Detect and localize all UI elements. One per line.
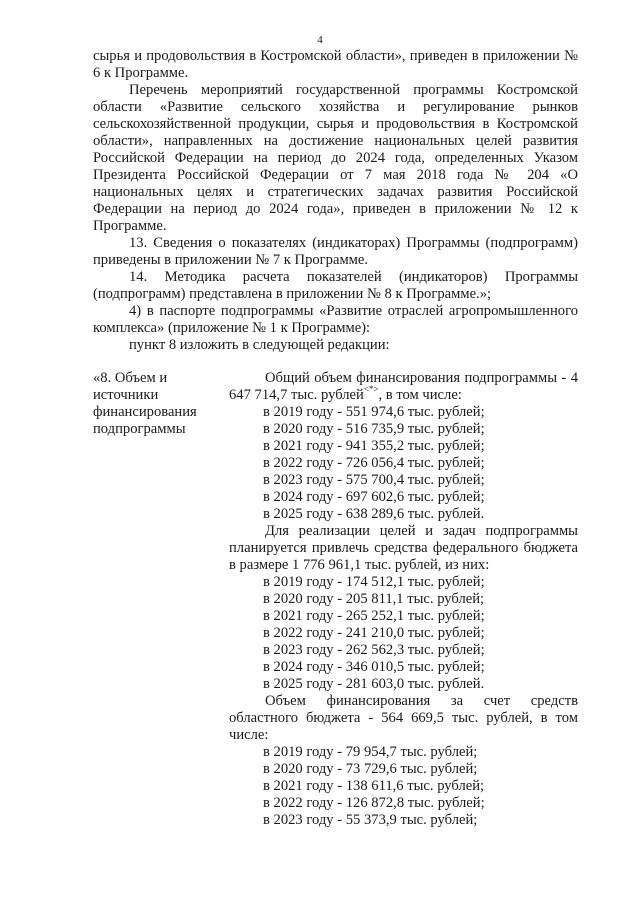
year-line: в 2025 году - 281 603,0 тыс. рублей. (263, 676, 485, 692)
year-line: в 2020 году - 516 735,9 тыс. рублей; (263, 421, 485, 437)
footnote-marker: <*> (363, 384, 379, 394)
document-body (93, 48, 578, 354)
financing-row-content (229, 370, 578, 829)
paragraph-measures-list: Перечень мероприятий государственной программы Костромской области «Развитие сельского хозяйства и регулирование рынков сельскохозяйственной продукции, сырья и продовольствия в Костромской области», направленных на достижение национальных целей развития Российской Федерации на период до 2024 года, определенных Указом Президента Российской Федерации от 7 мая 2018 года № 204 «О национальных целях и стратегических задачах развития Российской Федерации на период до 2024 года», приведен в приложении № 12 к Программе. (93, 82, 578, 234)
year-line: в 2023 году - 262 562,3 тыс. рублей; (263, 642, 485, 658)
paragraph-item-13: 13. Сведения о показателях (индикаторах) Программы (подпрограмм) приведены в приложении № 7 к Программе. (93, 235, 578, 268)
year-line: в 2023 году - 55 373,9 тыс. рублей; (263, 812, 478, 828)
year-line: в 2020 году - 205 811,1 тыс. рублей; (263, 591, 485, 607)
regional-budget-text: Объем финансирования за счет средств областного бюджета - 564 669,5 тыс. рублей, в том числе: (229, 693, 578, 743)
year-line: в 2019 году - 551 974,6 тыс. рублей; (263, 404, 485, 420)
regional-years-list (229, 744, 578, 829)
year-line: в 2022 году - 126 872,8 тыс. рублей; (263, 795, 485, 811)
federal-years-list (229, 574, 578, 693)
year-line: в 2020 году - 73 729,6 тыс. рублей; (263, 761, 478, 777)
paragraph-continuation: сырья и продовольствия в Костромской области», приведен в приложении № 6 к Программе. (93, 48, 578, 81)
total-financing-amount: Общий объем финансирования подпрограммы - 4 647 714,7 тыс. рублей (229, 370, 578, 403)
paragraph-point-8-intro: пункт 8 изложить в следующей редакции: (129, 337, 390, 353)
total-financing-tail: , в том числе: (378, 387, 462, 403)
page-number: 4 (317, 34, 323, 46)
year-line: в 2021 году - 138 611,6 тыс. рублей; (263, 778, 485, 794)
year-line: в 2023 году - 575 700,4 тыс. рублей; (263, 472, 485, 488)
year-line: в 2019 году - 174 512,1 тыс. рублей; (263, 574, 485, 590)
total-years-list (229, 404, 578, 523)
year-line: в 2019 году - 79 954,7 тыс. рублей; (263, 744, 478, 760)
year-line: в 2024 году - 697 602,6 тыс. рублей; (263, 489, 485, 505)
federal-budget-text: Для реализации целей и задач подпрограммы планируется привлечь средства федерального бюджета в размере 1 776 961,1 тыс. рублей, из них: (229, 523, 578, 573)
year-line: в 2022 году - 726 056,4 тыс. рублей; (263, 455, 485, 471)
financing-row-label: «8. Объем и источники финансирования подпрограммы (93, 370, 197, 437)
year-line: в 2022 году - 241 210,0 тыс. рублей; (263, 625, 485, 641)
year-line: в 2021 году - 265 252,1 тыс. рублей; (263, 608, 485, 624)
year-line: в 2025 году - 638 289,6 тыс. рублей. (263, 506, 485, 522)
year-line: в 2021 году - 941 355,2 тыс. рублей; (263, 438, 485, 454)
paragraph-item-14: 14. Методика расчета показателей (индикаторов) Программы (подпрограмм) представлена в приложении № 8 к Программе.»; (93, 269, 578, 302)
paragraph-item-4: 4) в паспорте подпрограммы «Развитие отраслей агропромышленного комплекса» (приложение № 1 к Программе): (93, 303, 578, 336)
total-financing-text (229, 370, 578, 404)
year-line: в 2024 году - 346 010,5 тыс. рублей; (263, 659, 485, 675)
